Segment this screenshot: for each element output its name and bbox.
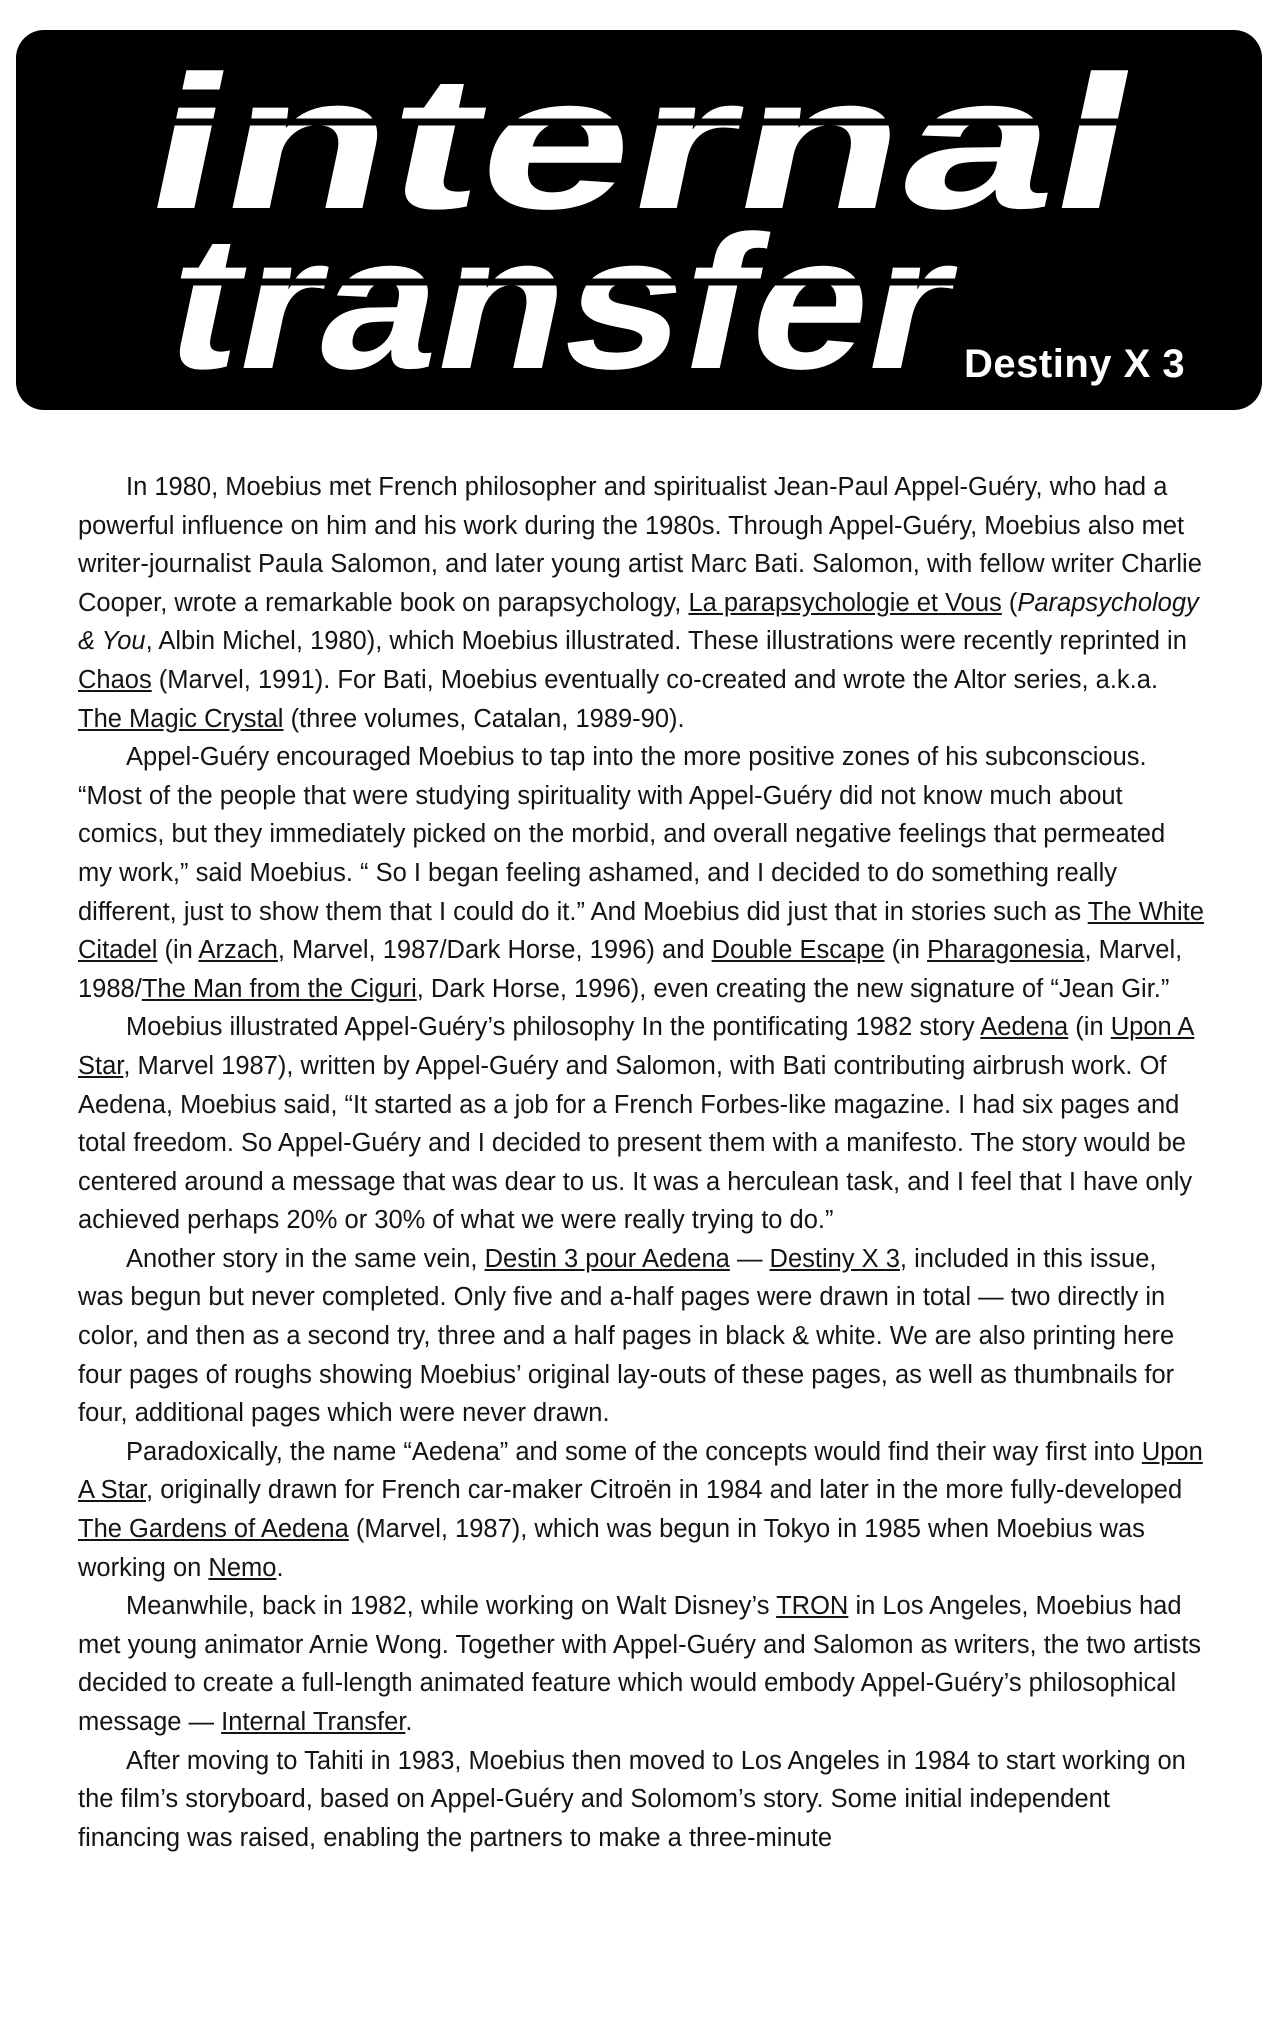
text-run: —	[729, 1244, 770, 1273]
text-run: in Los Angeles, Moebius had met young animator Arnie Wong. Together with Appel-Guéry and Salomon as writers, the two artists decided to create a full-length animated feature which would embody Appel-Guéry’s philosophical message —	[78, 1592, 1202, 1736]
text-run: Another story in the same vein,	[126, 1244, 485, 1273]
text-run: Appel-Guéry encouraged Moebius to tap into the more positive zones of his subconscious. “Most of the people that were studying spirituality with Appel-Guéry did not know much about comics, but they immediately picked on the morbid, and overall negative feelings that permeated my work,” said Moebius. “ So I began feeling ashamed, and I decided to do something really different, just to show them that I could do it.” And Moebius did just that in stories such as	[78, 743, 1166, 926]
paragraph	[78, 1008, 1206, 1240]
title-reference: The Gardens of Aedena	[78, 1515, 349, 1544]
text-run: .	[405, 1708, 413, 1736]
title-reference: TRON	[776, 1592, 849, 1621]
title-reference: Upon A Star	[78, 1013, 1195, 1080]
title-reference: Destiny X 3	[769, 1244, 900, 1273]
title-reference: Nemo	[208, 1553, 277, 1582]
title-reference: Pharagonesia	[927, 936, 1085, 965]
paragraph	[78, 1240, 1206, 1433]
title-reference: Upon A Star	[78, 1437, 1203, 1505]
paragraph	[78, 1742, 1206, 1858]
text-run: (in	[157, 936, 199, 965]
text-run: Moebius illustrated Appel-Guéry’s philosophy In the pontificating 1982 story	[126, 1013, 981, 1042]
title-reference: Arzach	[198, 936, 278, 965]
subtitle: Destiny X 3	[964, 342, 1186, 386]
title-reference: Aedena	[980, 1013, 1069, 1042]
title-reference: Chaos	[78, 665, 152, 694]
text-run: Paradoxically, the name “Aedena” and some of the concepts would find their way first into	[126, 1437, 1142, 1466]
article-body	[78, 468, 1206, 1857]
text-run: .	[276, 1553, 284, 1582]
text-run: , Marvel, 1988/	[78, 936, 1183, 1003]
title-reference: Destin 3 pour Aedena	[484, 1244, 730, 1273]
title-reference: The White Citadel	[78, 897, 1204, 965]
title-reference: The Magic Crystal	[78, 704, 284, 733]
paragraph	[78, 1433, 1206, 1587]
text-run: , Albin Michel, 1980), which Moebius illustrated. These illustrations were recently reprinted in	[145, 627, 1187, 656]
text-run: , Marvel 1987), written by Appel-Guéry and Salomon, with Bati contributing airbrush work. Of Aedena, Moebius said, “It started as a job for a French Forbes-like magazine. I had six pages and total freedom. So Appel-Guéry and I decided to present them with a manifesto. The story would be centered around a message that was dear to us. It was a herculean task, and I feel that I have only achieved perhaps 20% or 30% of what we were really trying to do.”	[78, 1051, 1193, 1235]
text-run: Meanwhile, back in 1982, while working on Walt Disney’s	[126, 1592, 777, 1621]
text-run: , originally drawn for French car-maker Citroën in 1984 and later in the more fully-developed	[146, 1476, 1183, 1505]
text-run: (	[1001, 588, 1018, 617]
title-reference: La parapsychologie et Vous	[688, 588, 1002, 617]
text-run: (three volumes, Catalan, 1989-90).	[283, 704, 685, 733]
title-reference: Internal Transfer	[221, 1708, 406, 1736]
text-run: After moving to Tahiti in 1983, Moebius then moved to Los Angeles in 1984 to start working on the film’s storyboard, based on Appel-Guéry and Solomom’s story. Some initial independent financing was raised, enabling the partners to make a three-minute	[78, 1746, 1186, 1852]
text-run: , included in this issue, was begun but never completed. Only five and a-half pages were drawn in total — two directly in color, and then as a second try, three and a half pages in black & white. We are also printing here four pages of roughs showing Moebius’ original lay-outs of these pages, as well as thumbnails for four, additional pages which were never drawn.	[78, 1244, 1175, 1428]
title-reference: Double Escape	[711, 936, 885, 965]
paragraph	[78, 1587, 1206, 1741]
title-line-2: transfer	[150, 195, 904, 409]
paragraph	[78, 468, 1206, 738]
italic-title: Parapsychology & You	[78, 588, 1199, 656]
text-run: , Dark Horse, 1996), even creating the new signature of “Jean Gir.”	[416, 974, 1170, 1003]
text-run: (in	[1068, 1013, 1111, 1042]
paragraph	[78, 738, 1206, 1008]
text-run: In 1980, Moebius met French philosopher and spiritualist Jean-Paul Appel-Guéry, who had a powerful influence on him and his work during the 1980s. Through Appel-Guéry, Moebius also met writer-journalist Paula Salomon, and later young artist Marc Bati. Salomon, with fellow writer Charlie Cooper, wrote a remarkable book on parapsychology,	[78, 473, 1202, 617]
title-line-1: internal	[129, 35, 861, 249]
title-reference: The Man from the Ciguri	[141, 974, 417, 1003]
title-banner	[16, 30, 1262, 410]
text-run: (Marvel, 1987), which was begun in Tokyo in 1985 when Moebius was working on	[78, 1515, 1145, 1582]
text-run: (in	[884, 936, 928, 965]
text-run: , Marvel, 1987/Dark Horse, 1996) and	[277, 936, 712, 965]
text-run: (Marvel, 1991). For Bati, Moebius eventually co-created and wrote the Altor series, a.k.a.	[151, 665, 1159, 694]
